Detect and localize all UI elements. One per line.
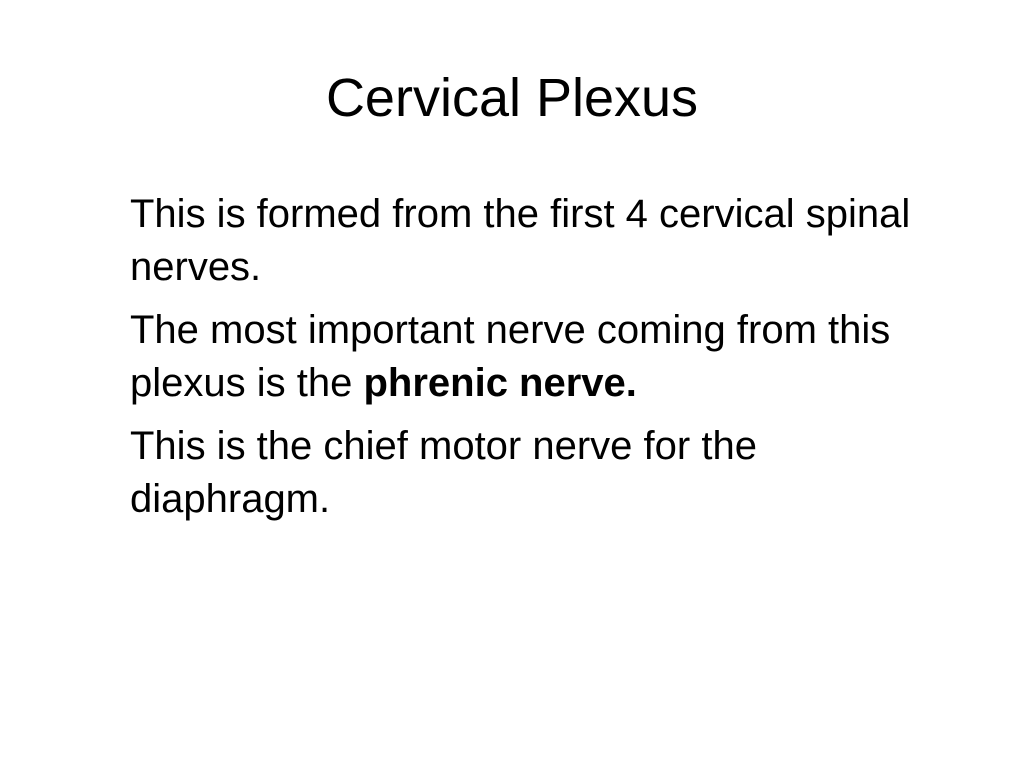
paragraph-formation: [130, 188, 930, 294]
phrenic-nerve-emphasis: phrenic nerve.: [363, 361, 637, 405]
slide-body: [130, 188, 930, 536]
paragraph-formation-text: This is formed from the first 4 cervical spinal nerves.: [130, 192, 911, 289]
paragraph-function-text: This is the chief motor nerve for the diaphragm.: [130, 424, 757, 521]
paragraph-function: [130, 420, 930, 526]
slide-title: Cervical Plexus: [325, 68, 699, 128]
paragraph-phrenic-text: The most important nerve coming from this plexus is the: [130, 308, 891, 405]
paragraph-phrenic: [130, 304, 930, 410]
